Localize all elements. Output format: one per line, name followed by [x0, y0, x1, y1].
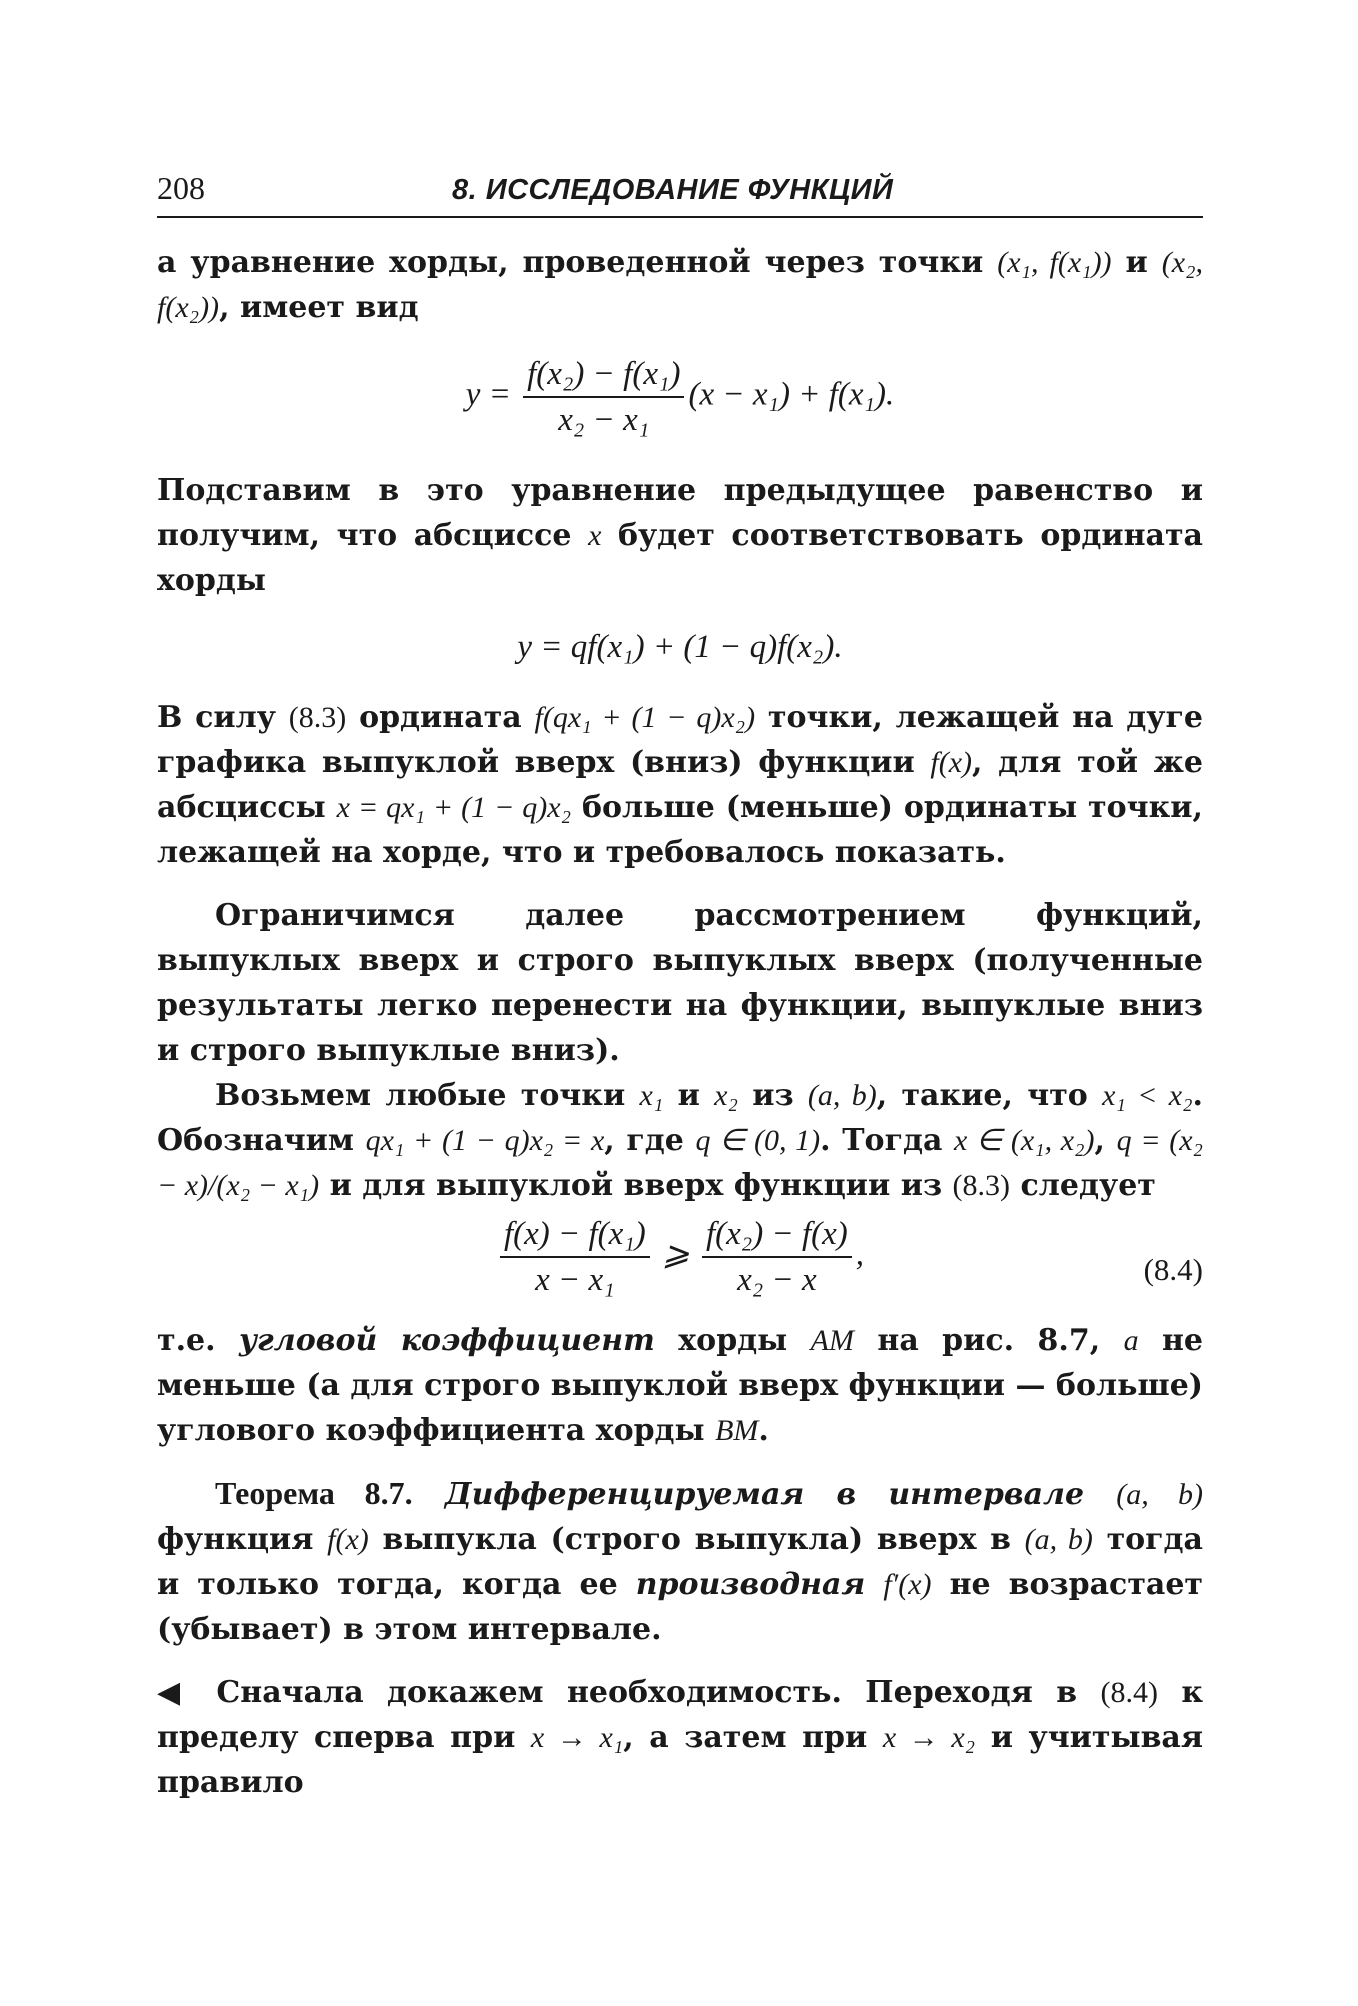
- fraction-left: $\frac{\text{f(x) − f(x₁)}}{\text{x − x₁}}$: [500, 1214, 650, 1300]
- equation-number: (8.4): [1143, 1252, 1203, 1287]
- equation-chord: y = $\frac{\text{f(x₂) − f(x₁)}}{\text{x₂ − x₁}}$ (x − x₁) + f(x₁).: [465, 356, 895, 438]
- fraction: $\frac{\text{f(x₂) − f(x₁)}}{\text{x₂ − x₁}}$: [523, 354, 684, 440]
- paragraph-slope: т.е. угловой коэффициент хорды AM на рис. 8.7, a не меньше (а для строго выпуклой вверх функции — больше) углового коэффициента хорды BM.: [157, 1323, 1204, 1448]
- paragraph-restrict: Ограничимся далее рассмотрением функций, выпуклых вверх и строго выпуклых вверх (полученные результаты легко перенести на функции, выпуклые вниз и строго выпуклые вниз).: [157, 898, 1203, 1068]
- page-number: 208: [157, 170, 205, 206]
- paragraph-convexity-83: В силу (8.3) ордината f(qx₁ + (1 − q)x₂) точки, лежащей на дуге графика выпуклой вверх (вниз) функции f(x), для той же абсциссы x = qx₁ + (1 − q)x₂ больше (меньше) ординаты точки, лежащей на хорде, что и требовалось показать.: [157, 700, 1203, 870]
- equation-8-4: $\frac{\text{f(x) − f(x₁)}}{\text{x − x₁}}$ ⩾ $\frac{\text{f(x₂) − f(x)}}{\text{x₂ − x}}$ , (8.4): [157, 1214, 1203, 1300]
- paragraph-chord-intro: а уравнение хорды, проведенной через точки (x₁, f(x₁)) и (x₂, f(x₂)), имеет вид: [157, 245, 1204, 325]
- paragraph-proof: ◀ Сначала докажем необходимость. Переходя в (8.4) к пределу сперва при x → x₁, а затем при x → x₂ и учитывая правило: [157, 1675, 1204, 1800]
- equation-ordinate: y = qf(x₁) + (1 − q)f(x₂).: [517, 629, 843, 665]
- chapter-title: 8. ИССЛЕДОВАНИЕ ФУНКЦИЙ: [452, 174, 894, 206]
- paragraph-substitute: Подставим в это уравнение предыдущее равенство и получим, что абсциссе x будет соответствовать ордината хорды: [157, 473, 1203, 598]
- theorem-heading: Теорема 8.7.: [215, 1475, 413, 1511]
- fraction-right: $\frac{\text{f(x₂) − f(x)}}{\text{x₂ − x}}$: [702, 1214, 852, 1300]
- running-head: [157, 170, 1203, 218]
- theorem-8-7: Теорема 8.7. Дифференцируемая в интервале (a, b) функция f(x) выпукла (строго выпукла) вверх в (a, b) тогда и только тогда, когда ее производная f′(x) не возрастает (убывает) в этом интервале.: [157, 1475, 1204, 1647]
- paragraph-points: Возьмем любые точки x₁ и x₂ из (a, b), такие, что x₁ < x₂. Обозначим qx₁ + (1 − q)x₂ = x, где q ∈ (0, 1). Тогда x ∈ (x₁, x₂), q = (x₂ − x)/(x₂ − x₁) и для выпуклой вверх функции из (8.3) следует: [157, 1078, 1203, 1203]
- page-body: [157, 240, 1203, 1805]
- proof-marker-icon: ◀: [157, 1675, 194, 1710]
